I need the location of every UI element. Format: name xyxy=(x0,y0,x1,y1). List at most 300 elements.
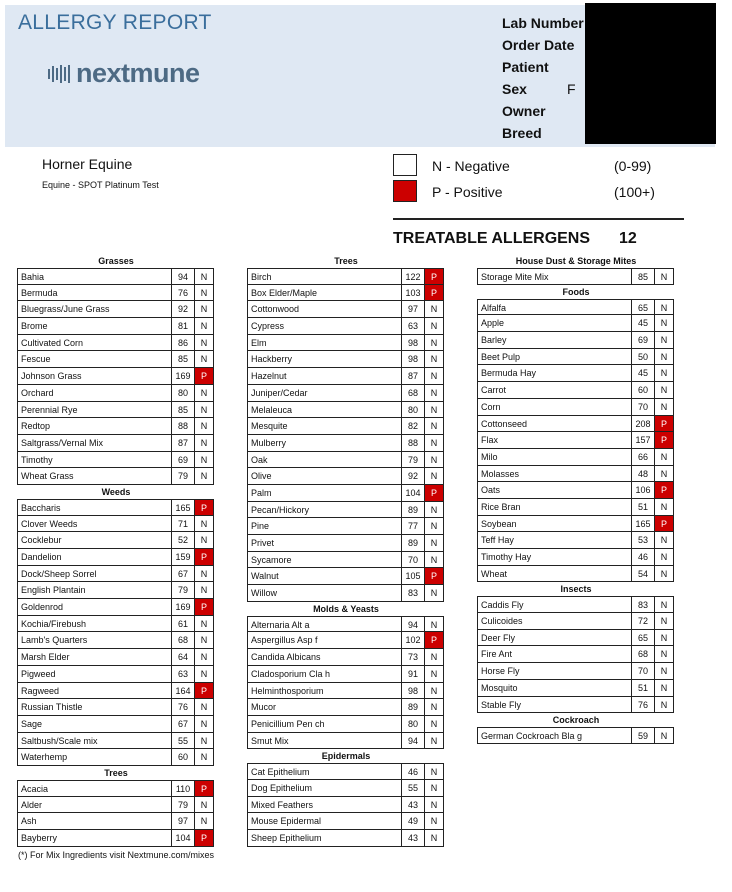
allergen-name: English Plantain xyxy=(17,581,172,599)
allergen-score: 165 xyxy=(171,499,195,516)
allergen-score: 104 xyxy=(401,484,425,502)
allergen-score: 68 xyxy=(171,631,195,649)
allergen-row xyxy=(248,318,444,335)
treatable-allergens-label: TREATABLE ALLERGENS xyxy=(393,230,591,247)
allergen-row xyxy=(248,268,444,285)
allergen-row xyxy=(18,418,214,435)
allergen-score: 76 xyxy=(171,284,195,302)
allergen-row xyxy=(248,435,444,452)
allergen-result: N xyxy=(424,648,444,666)
allergen-result: N xyxy=(424,682,444,700)
allergen-result: N xyxy=(424,300,444,318)
allergen-name: Mixed Feathers xyxy=(247,796,402,814)
allergen-name: Cypress xyxy=(247,317,402,335)
allergen-row xyxy=(478,349,674,366)
allergen-name: Helminthosporium xyxy=(247,682,402,700)
allergen-score: 97 xyxy=(401,300,425,318)
allergen-result: N xyxy=(654,448,674,466)
allergen-name: Palm xyxy=(247,484,402,502)
allergen-score: 89 xyxy=(401,534,425,552)
allergen-name: Sheep Epithelium xyxy=(247,829,402,847)
allergen-name: Marsh Elder xyxy=(17,648,172,666)
allergen-score: 46 xyxy=(401,763,425,780)
allergen-row xyxy=(478,646,674,663)
allergen-name: Saltgrass/Vernal Mix xyxy=(17,434,172,452)
allergen-score: 81 xyxy=(171,317,195,335)
allergen-result: N xyxy=(424,501,444,519)
allergen-result: P xyxy=(194,499,214,516)
allergen-result: N xyxy=(194,451,214,469)
allergen-result: N xyxy=(654,565,674,583)
allergen-score: 88 xyxy=(401,434,425,452)
allergen-row xyxy=(248,301,444,318)
allergen-row xyxy=(18,813,214,830)
allergen-score: 76 xyxy=(631,696,655,714)
allergen-result: P xyxy=(424,268,444,285)
field-sex: Sex xyxy=(502,81,527,97)
allergen-row xyxy=(248,485,444,502)
allergen-name: Birch xyxy=(247,268,402,285)
allergen-result: N xyxy=(194,317,214,335)
allergen-name: Cocklebur xyxy=(17,531,172,549)
allergen-name: Saltbush/Scale mix xyxy=(17,732,172,750)
allergen-result: N xyxy=(654,398,674,416)
allergen-row xyxy=(478,482,674,499)
allergen-score: 52 xyxy=(171,531,195,549)
allergen-score: 98 xyxy=(401,682,425,700)
allergen-name: Hazelnut xyxy=(247,367,402,385)
allergen-row xyxy=(18,499,214,516)
allergen-table xyxy=(478,299,674,583)
allergen-row xyxy=(18,301,214,318)
allergen-result: N xyxy=(654,679,674,697)
allergen-score: 98 xyxy=(401,350,425,368)
allergen-score: 60 xyxy=(171,748,195,766)
allergen-score: 70 xyxy=(401,551,425,569)
allergen-score: 104 xyxy=(171,829,195,847)
allergen-row xyxy=(18,385,214,402)
allergen-score: 208 xyxy=(631,415,655,433)
allergen-row xyxy=(18,532,214,549)
allergen-result: N xyxy=(424,796,444,814)
allergen-name: Clover Weeds xyxy=(17,515,172,533)
allergen-score: 102 xyxy=(401,631,425,649)
allergen-row xyxy=(18,797,214,814)
allergen-result: N xyxy=(194,434,214,452)
allergen-name: Soybean xyxy=(477,515,632,533)
allergen-result: N xyxy=(194,300,214,318)
allergen-name: Mouse Epidermal xyxy=(247,812,402,830)
allergen-row xyxy=(248,468,444,485)
allergen-name: Baccharis xyxy=(17,499,172,516)
allergen-row xyxy=(478,315,674,332)
allergen-score: 94 xyxy=(171,268,195,285)
allergen-score: 157 xyxy=(631,431,655,449)
allergen-name: Kochia/Firebush xyxy=(17,615,172,633)
allergen-name: Mucor xyxy=(247,698,402,716)
allergen-result: N xyxy=(194,812,214,830)
allergen-result: P xyxy=(194,548,214,566)
allergen-score: 92 xyxy=(401,467,425,485)
allergen-row xyxy=(478,332,674,349)
allergen-score: 76 xyxy=(171,698,195,716)
allergen-row xyxy=(478,268,674,285)
allergen-row xyxy=(248,780,444,797)
negative-legend-label: N - Negative xyxy=(432,158,510,174)
allergen-row xyxy=(248,335,444,352)
allergen-name: Cat Epithelium xyxy=(247,763,402,780)
allergen-result: N xyxy=(424,334,444,352)
allergen-name: Acacia xyxy=(17,780,172,797)
allergen-score: 51 xyxy=(631,679,655,697)
allergen-name: Ash xyxy=(17,812,172,830)
allergen-result: N xyxy=(424,534,444,552)
allergen-row xyxy=(18,830,214,847)
allergen-score: 165 xyxy=(631,515,655,533)
allergen-row xyxy=(18,632,214,649)
section-title: Weeds xyxy=(101,486,131,497)
allergen-name: Orchard xyxy=(17,384,172,402)
section-title: Trees xyxy=(334,256,358,266)
allergen-result: N xyxy=(654,331,674,349)
allergen-result: P xyxy=(654,515,674,533)
allergen-name: Walnut xyxy=(247,567,402,585)
allergen-row xyxy=(478,549,674,566)
allergen-name: Sycamore xyxy=(247,551,402,569)
allergen-result: P xyxy=(654,481,674,499)
allergen-name: Barley xyxy=(477,331,632,349)
allergen-name: Fire Ant xyxy=(477,645,632,663)
allergen-table xyxy=(18,499,214,766)
allergen-row xyxy=(18,749,214,766)
allergen-row xyxy=(478,449,674,466)
allergen-name: Pigweed xyxy=(17,665,172,683)
allergen-score: 159 xyxy=(171,548,195,566)
allergen-name: Beet Pulp xyxy=(477,348,632,366)
allergen-name: Cladosporium Cla h xyxy=(247,665,402,683)
allergen-result: N xyxy=(654,662,674,680)
allergen-name: Willow xyxy=(247,584,402,602)
allergen-name: Russian Thistle xyxy=(17,698,172,716)
allergen-result: N xyxy=(654,531,674,549)
allergen-name: Bermuda xyxy=(17,284,172,302)
allergen-score: 98 xyxy=(401,334,425,352)
field-patient: Patient xyxy=(502,59,549,75)
allergen-score: 53 xyxy=(631,531,655,549)
allergen-result: P xyxy=(194,367,214,385)
allergen-row xyxy=(248,351,444,368)
allergen-score: 92 xyxy=(171,300,195,318)
section-title: Molds & Yeasts xyxy=(313,603,379,614)
allergen-result: N xyxy=(424,812,444,830)
allergen-score: 55 xyxy=(401,779,425,797)
allergen-row xyxy=(478,365,674,382)
allergen-row xyxy=(478,299,674,316)
allergen-name: Cultivated Corn xyxy=(17,334,172,352)
allergen-score: 122 xyxy=(401,268,425,285)
allergen-name: Alfalfa xyxy=(477,299,632,316)
allergen-table xyxy=(478,727,674,744)
allergen-row xyxy=(248,452,444,469)
allergen-name: Timothy Hay xyxy=(477,548,632,566)
allergen-result: N xyxy=(424,417,444,435)
allergen-result: P xyxy=(424,567,444,585)
allergen-name: Caddis Fly xyxy=(477,596,632,613)
allergen-name: Smut Mix xyxy=(247,732,402,750)
allergen-row xyxy=(18,268,214,285)
allergen-result: N xyxy=(654,465,674,483)
allergen-result: N xyxy=(194,565,214,583)
allergen-score: 89 xyxy=(401,501,425,519)
allergen-score: 46 xyxy=(631,548,655,566)
allergen-score: 55 xyxy=(171,732,195,750)
allergen-result: N xyxy=(424,317,444,335)
section-title: Insects xyxy=(560,584,592,595)
allergen-name: Olive xyxy=(247,467,402,485)
allergen-score: 59 xyxy=(631,727,655,744)
allergen-row xyxy=(18,716,214,733)
allergen-table xyxy=(478,268,674,285)
allergen-name: Redtop xyxy=(17,417,172,435)
logo-bars-icon xyxy=(48,65,70,83)
allergen-score: 79 xyxy=(171,467,195,485)
allergen-result: P xyxy=(194,780,214,797)
allergen-name: Elm xyxy=(247,334,402,352)
allergen-result: N xyxy=(194,384,214,402)
allergen-table xyxy=(248,616,444,750)
allergen-result: N xyxy=(654,548,674,566)
allergen-row xyxy=(248,368,444,385)
allergen-result: N xyxy=(424,715,444,733)
allergen-name: Rice Bran xyxy=(477,498,632,516)
allergen-result: N xyxy=(194,631,214,649)
allergen-result: P xyxy=(194,682,214,700)
allergen-result: N xyxy=(654,498,674,516)
allergen-row xyxy=(478,532,674,549)
allergen-table xyxy=(248,763,444,846)
allergen-score: 105 xyxy=(401,567,425,585)
allergen-score: 45 xyxy=(631,364,655,382)
allergen-score: 164 xyxy=(171,682,195,700)
allergen-result: N xyxy=(194,615,214,633)
allergen-row xyxy=(248,585,444,602)
allergen-name: Mosquito xyxy=(477,679,632,697)
allergen-score: 80 xyxy=(401,715,425,733)
allergen-row xyxy=(18,285,214,302)
allergen-name: Brome xyxy=(17,317,172,335)
allergen-score: 69 xyxy=(171,451,195,469)
allergen-name: Sage xyxy=(17,715,172,733)
allergen-name: Goldenrod xyxy=(17,598,172,616)
allergen-name: Molasses xyxy=(477,465,632,483)
allergen-score: 63 xyxy=(171,665,195,683)
positive-legend-swatch xyxy=(393,180,417,202)
allergen-row xyxy=(18,368,214,385)
allergen-name: Oats xyxy=(477,481,632,499)
allergen-score: 88 xyxy=(171,417,195,435)
allergen-result: N xyxy=(194,715,214,733)
allergen-row xyxy=(18,780,214,797)
allergen-score: 66 xyxy=(631,448,655,466)
allergen-score: 79 xyxy=(171,581,195,599)
clinic-name: Horner Equine xyxy=(42,156,133,172)
allergen-name: Wheat Grass xyxy=(17,467,172,485)
allergen-row xyxy=(248,699,444,716)
allergen-name: Pine xyxy=(247,517,402,535)
field-owner: Owner xyxy=(502,103,546,119)
redacted-block xyxy=(585,3,716,144)
field-breed: Breed xyxy=(502,125,542,141)
allergen-row xyxy=(478,630,674,647)
allergen-row xyxy=(248,733,444,750)
allergen-score: 91 xyxy=(401,665,425,683)
treatable-allergens-count: 12 xyxy=(619,230,637,247)
allergen-score: 80 xyxy=(401,401,425,419)
allergen-row xyxy=(18,351,214,368)
field-order-date: Order Date xyxy=(502,37,575,53)
section-title: Epidermals xyxy=(321,751,371,762)
allergen-row xyxy=(18,582,214,599)
column-middle xyxy=(248,254,444,847)
allergen-row xyxy=(478,663,674,680)
allergen-score: 87 xyxy=(401,367,425,385)
allergen-name: Pecan/Hickory xyxy=(247,501,402,519)
allergen-name: Timothy xyxy=(17,451,172,469)
allergen-result: N xyxy=(194,268,214,285)
allergen-row xyxy=(248,616,444,633)
allergen-result: N xyxy=(654,268,674,285)
allergen-name: Culicoides xyxy=(477,612,632,630)
allergen-name: Johnson Grass xyxy=(17,367,172,385)
allergen-result: N xyxy=(424,350,444,368)
allergen-name: Wheat xyxy=(477,565,632,583)
allergen-result: N xyxy=(654,381,674,399)
footnote: (*) For Mix Ingredients visit Nextmune.com/mixes xyxy=(18,850,215,860)
allergen-row xyxy=(248,683,444,700)
allergen-result: N xyxy=(194,284,214,302)
allergen-score: 83 xyxy=(401,584,425,602)
allergen-row xyxy=(478,566,674,583)
sex-value: F xyxy=(567,81,576,97)
allergen-score: 70 xyxy=(631,398,655,416)
allergen-score: 110 xyxy=(171,780,195,797)
allergen-score: 89 xyxy=(401,698,425,716)
allergen-score: 49 xyxy=(401,812,425,830)
allergen-row xyxy=(248,797,444,814)
section-title: House Dust & Storage Mites xyxy=(515,256,637,266)
allergen-row xyxy=(18,435,214,452)
allergen-row xyxy=(248,763,444,780)
allergen-score: 65 xyxy=(631,299,655,316)
allergen-name: Aspergillus Asp f xyxy=(247,631,402,649)
allergen-name: Horse Fly xyxy=(477,662,632,680)
allergen-result: N xyxy=(194,665,214,683)
allergen-row xyxy=(478,399,674,416)
allergen-name: Cottonwood xyxy=(247,300,402,318)
allergen-score: 48 xyxy=(631,465,655,483)
allergen-name: Apple xyxy=(477,314,632,332)
allergen-result: N xyxy=(194,401,214,419)
allergen-row xyxy=(18,402,214,419)
allergen-name: Perennial Rye xyxy=(17,401,172,419)
allergen-name: Alternaria Alt a xyxy=(247,616,402,633)
allergen-score: 94 xyxy=(401,616,425,633)
allergen-result: N xyxy=(424,584,444,602)
allergen-result: N xyxy=(194,748,214,766)
allergen-name: Deer Fly xyxy=(477,629,632,647)
allergen-row xyxy=(248,813,444,830)
allergen-score: 85 xyxy=(631,268,655,285)
positive-legend-range: (100+) xyxy=(614,184,655,200)
allergen-score: 103 xyxy=(401,284,425,302)
allergen-name: Juniper/Cedar xyxy=(247,384,402,402)
allergen-result: N xyxy=(194,732,214,750)
allergen-score: 60 xyxy=(631,381,655,399)
allergen-row xyxy=(18,649,214,666)
allergen-name: Milo xyxy=(477,448,632,466)
allergen-result: P xyxy=(424,484,444,502)
allergen-name: Flax xyxy=(477,431,632,449)
allergen-score: 61 xyxy=(171,615,195,633)
allergen-score: 97 xyxy=(171,812,195,830)
allergen-score: 67 xyxy=(171,565,195,583)
allergen-row xyxy=(248,535,444,552)
allergen-row xyxy=(248,402,444,419)
allergen-row xyxy=(248,632,444,649)
allergen-row xyxy=(18,616,214,633)
allergen-result: N xyxy=(194,515,214,533)
allergen-score: 79 xyxy=(401,451,425,469)
allergen-row xyxy=(478,680,674,697)
allergen-result: N xyxy=(194,796,214,814)
allergen-score: 85 xyxy=(171,401,195,419)
allergen-name: Storage Mite Mix xyxy=(477,268,632,285)
allergen-result: N xyxy=(654,314,674,332)
allergen-row xyxy=(248,830,444,847)
negative-legend-range: (0-99) xyxy=(614,158,652,174)
allergen-score: 83 xyxy=(631,596,655,613)
allergen-result: N xyxy=(424,829,444,847)
allergen-name: Waterhemp xyxy=(17,748,172,766)
field-lab-number: Lab Number xyxy=(502,15,584,31)
allergen-result: N xyxy=(424,384,444,402)
allergen-name: Lamb's Quarters xyxy=(17,631,172,649)
allergen-score: 69 xyxy=(631,331,655,349)
allergen-row xyxy=(248,418,444,435)
allergen-row xyxy=(18,468,214,485)
allergen-name: Teff Hay xyxy=(477,531,632,549)
allergen-row xyxy=(18,318,214,335)
divider xyxy=(393,218,684,220)
allergen-name: Bayberry xyxy=(17,829,172,847)
allergen-row xyxy=(248,285,444,302)
allergen-row xyxy=(478,416,674,433)
allergen-score: 82 xyxy=(401,417,425,435)
report-title: ALLERGY REPORT xyxy=(18,11,212,34)
allergen-result: P xyxy=(194,829,214,847)
allergen-result: N xyxy=(424,401,444,419)
allergen-score: 80 xyxy=(171,384,195,402)
allergen-score: 79 xyxy=(171,796,195,814)
allergen-result: N xyxy=(654,348,674,366)
allergen-row xyxy=(248,666,444,683)
allergen-table xyxy=(18,780,214,847)
allergen-score: 65 xyxy=(631,629,655,647)
allergen-name: Corn xyxy=(477,398,632,416)
allergen-name: German Cockroach Bla g xyxy=(477,727,632,744)
allergen-name: Dandelion xyxy=(17,548,172,566)
allergen-name: Carrot xyxy=(477,381,632,399)
